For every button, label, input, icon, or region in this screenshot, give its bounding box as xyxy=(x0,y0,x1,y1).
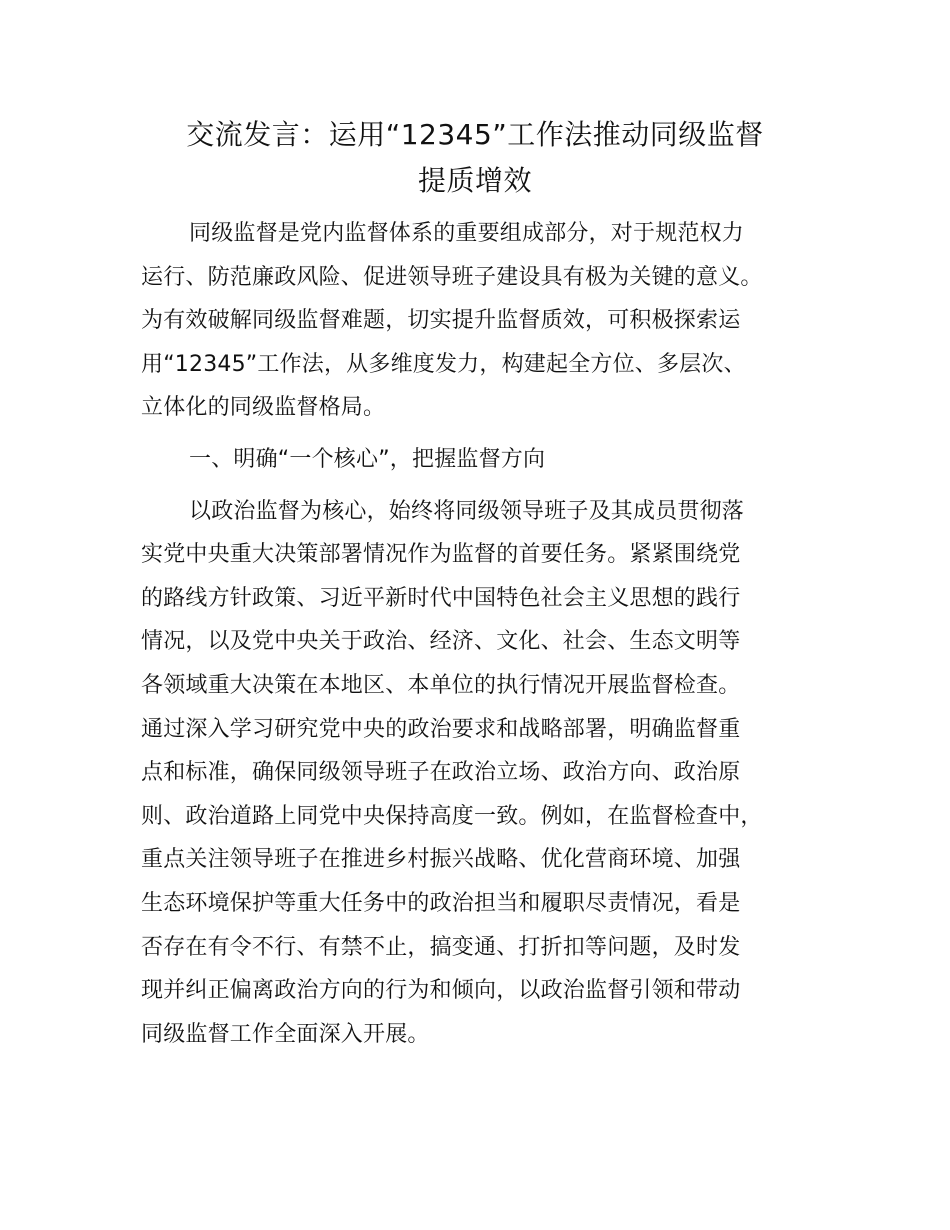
text-line: 实党中央重大决策部署情况作为监督的首要任务。紧紧围绕党 xyxy=(141,542,741,568)
paragraph-section-1 xyxy=(141,490,831,1057)
text-line: 通过深入学习研究党中央的政治要求和战略部署，明确监督重 xyxy=(141,716,741,742)
text-line: 用“12345”工作法，从多维度发力，构建起全方位、多层次、 xyxy=(141,351,746,377)
document-body xyxy=(141,212,831,1064)
text-line: 则、政治道路上同党中央保持高度一致。例如，在监督检查中， xyxy=(141,803,763,829)
section-heading xyxy=(141,438,831,482)
paragraph-intro xyxy=(141,212,831,430)
text-line: 以政治监督为核心，始终将同级领导班子及其成员贯彻落 xyxy=(189,498,745,524)
section-heading-text: 一、明确“一个核心”，把握监督方向 xyxy=(189,446,546,472)
text-line: 同级监督是党内监督体系的重要组成部分，对于规范权力 xyxy=(189,221,745,246)
text-line: 各领域重大决策在本地区、本单位的执行情况开展监督检查。 xyxy=(141,672,741,698)
text-line: 同级监督工作全面深入开展。 xyxy=(141,1021,430,1047)
document-title xyxy=(130,112,820,204)
text-line: 情况，以及党中央关于政治、经济、文化、社会、生态文明等 xyxy=(141,629,741,655)
title-line: 交流发言：运用“12345”工作法推动同级监督 xyxy=(186,118,764,151)
text-line: 为有效破解同级监督难题，切实提升监督质效，可积极探索运 xyxy=(141,308,741,334)
text-line: 立体化的同级监督格局。 xyxy=(141,395,386,421)
text-line: 否存在有令不行、有禁不止，搞变通、打折扣等问题，及时发 xyxy=(141,934,741,960)
text-line: 现并纠正偏离政治方向的行为和倾向，以政治监督引领和带动 xyxy=(141,978,741,1004)
text-line: 运行、防范廉政风险、促进领导班子建设具有极为关键的意义。 xyxy=(141,264,763,290)
text-line: 的路线方针政策、习近平新时代中国特色社会主义思想的践行 xyxy=(141,585,741,611)
text-line: 生态环境保护等重大任务中的政治担当和履职尽责情况，看是 xyxy=(141,890,741,916)
text-line: 点和标准，确保同级领导班子在政治立场、政治方向、政治原 xyxy=(141,760,741,786)
title-line: 提质增效 xyxy=(417,164,532,197)
text-line: 重点关注领导班子在推进乡村振兴战略、优化营商环境、加强 xyxy=(141,847,741,873)
